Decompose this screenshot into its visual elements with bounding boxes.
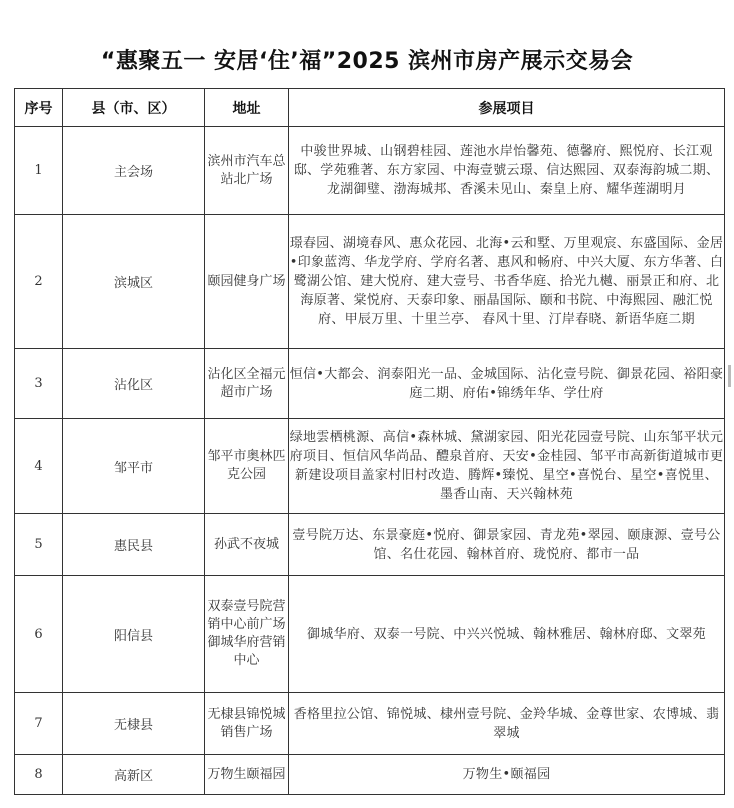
- row-projects: 璟春园、湖境春风、惠众花园、北海•云和墅、万里观宸、东盛国际、金居•印象蓝湾、华龙学府、学府名著、惠风和畅府、中兴大厦、东方华著、白鹭湖公馆、建大悦府、建大壹号、书香华庭、拾光九樾、丽景正和府、北海原著、棠悦府、天泰印象、丽晶国际、颐和书院、中海熙园、融汇悦府、甲辰万里、十里兰亭、 春风十里、汀岸春晓、新语华庭二期: [289, 215, 725, 349]
- row-county: 惠民县: [63, 514, 205, 576]
- row-address: 邹平市奥林匹克公园: [205, 419, 289, 514]
- row-county: 滨城区: [63, 215, 205, 349]
- document-title: “惠聚五一 安居‘住’福”2025 滨州市房产展示交易会: [100, 49, 634, 74]
- header-address: 地址: [205, 89, 289, 127]
- row-county: 无棣县: [63, 693, 205, 755]
- row-no: 4: [15, 419, 63, 514]
- row-projects: 御城华府、双泰一号院、中兴兴悦城、翰林雅居、翰林府邸、文翠苑: [289, 576, 725, 693]
- table-row: [15, 693, 725, 755]
- row-no: 2: [15, 215, 63, 349]
- header-no: 序号: [15, 89, 63, 127]
- row-address: 无棣县锦悦城销售广场: [205, 693, 289, 755]
- table-row: [15, 349, 725, 419]
- row-projects: 中骏世界城、山钢碧桂园、莲池水岸怡馨苑、德馨府、熙悦府、长江观邸、学苑雅著、东方家园、中海壹號云璟、信达熙园、双泰海韵城二期、龙湖御璧、渤海城邦、香溪未见山、秦皇上府、耀华莲湖明月: [289, 127, 725, 215]
- row-county: 主会场: [63, 127, 205, 215]
- row-address: 孙武不夜城: [205, 514, 289, 576]
- row-address: 双泰壹号院营销中心前广场御城华府营销中心: [205, 576, 289, 693]
- row-projects: 香格里拉公馆、锦悦城、棣州壹号院、金羚华城、金尊世家、农博城、翡翠城: [289, 693, 725, 755]
- table-row: [15, 514, 725, 576]
- row-no: 5: [15, 514, 63, 576]
- row-no: 3: [15, 349, 63, 419]
- row-no: 7: [15, 693, 63, 755]
- row-no: 1: [15, 127, 63, 215]
- page-edge-mark: [728, 365, 731, 387]
- table-row: [15, 576, 725, 693]
- table-row: [15, 755, 725, 795]
- row-county: 阳信县: [63, 576, 205, 693]
- row-projects: 万物生•颐福园: [289, 755, 725, 795]
- row-address: 万物生颐福园: [205, 755, 289, 795]
- row-address: 沾化区全福元超市广场: [205, 349, 289, 419]
- header-projects: 参展项目: [289, 89, 725, 127]
- row-county: 沾化区: [63, 349, 205, 419]
- row-address: 颐园健身广场: [205, 215, 289, 349]
- expo-table: [14, 88, 725, 795]
- row-projects: 壹号院万达、东景豪庭•悦府、御景家园、青龙苑•翠园、颐康源、壹号公馆、名仕花园、翰林首府、珑悦府、都市一品: [289, 514, 725, 576]
- row-no: 6: [15, 576, 63, 693]
- row-county: 高新区: [63, 755, 205, 795]
- table-row: [15, 215, 725, 349]
- table-row: [15, 127, 725, 215]
- row-address: 滨州市汽车总站北广场: [205, 127, 289, 215]
- header-county: 县（市、区）: [63, 89, 205, 127]
- row-projects: 恒信•大都会、润泰阳光一品、金城国际、沾化壹号院、御景花园、裕阳豪庭二期、府佑•锦绣年华、学仕府: [289, 349, 725, 419]
- table-header-row: [15, 89, 725, 127]
- row-projects: 绿地雲栖桃源、高信•森林城、黛湖家园、阳光花园壹号院、山东邹平状元府项目、恒信风华尚品、醴泉首府、天安•金桂园、邹平市高新街道城市更新建设项目盖家村旧村改造、腾辉•臻悦、星空•喜悦台、星空•喜悦里、墨香山南、天兴翰林苑: [289, 419, 725, 514]
- row-county: 邹平市: [63, 419, 205, 514]
- row-no: 8: [15, 755, 63, 795]
- table-row: [15, 419, 725, 514]
